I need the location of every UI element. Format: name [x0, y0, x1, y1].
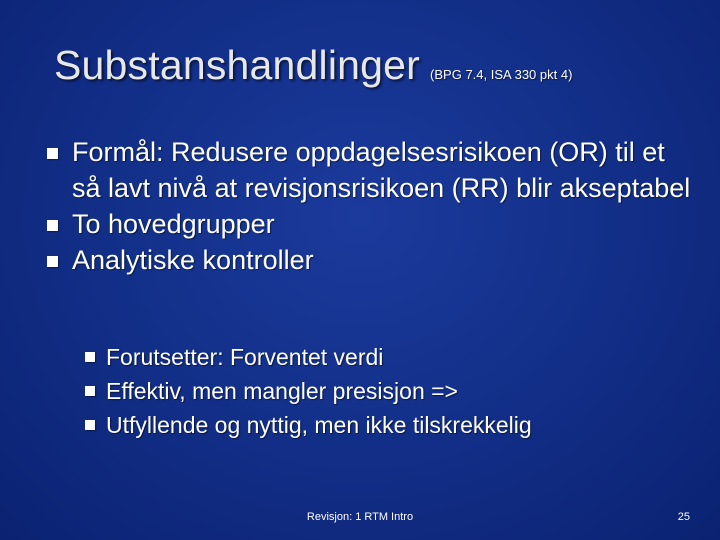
square-bullet-icon [85, 386, 95, 396]
sub-bullet-text: Utfyllende og nyttig, men ikke tilskrekkelig [106, 412, 532, 438]
bullet-list [44, 134, 694, 278]
sub-bullet-text: Forutsetter: Forventet verdi [106, 344, 384, 370]
sub-bullet-item [84, 340, 704, 374]
square-bullet-icon [85, 420, 95, 430]
square-bullet-icon [47, 148, 58, 159]
title-row [54, 42, 572, 89]
page-number: 25 [677, 511, 690, 523]
slide-title: Substanshandlinger [54, 42, 421, 88]
bullet-text: Analytiske kontroller [72, 245, 314, 275]
sub-bullet-item [84, 408, 704, 442]
bullet-item [44, 206, 694, 242]
slide-subtitle: (BPG 7.4, ISA 330 pkt 4) [430, 67, 573, 82]
sub-bullet-list [84, 340, 704, 442]
square-bullet-icon [47, 256, 58, 267]
sub-bullet-text: Effektiv, men mangler presisjon => [106, 378, 458, 404]
bullet-text: To hovedgrupper [72, 209, 275, 239]
square-bullet-icon [85, 352, 95, 362]
sub-bullet-item [84, 374, 704, 408]
bullet-item [44, 134, 694, 206]
square-bullet-icon [47, 220, 58, 231]
bullet-text: Formål: Redusere oppdagelsesrisikoen (OR) til et så lavt nivå at revisjonsrisikoen (RR) blir akseptabel [72, 137, 691, 203]
footer-text: Revisjon: 1 RTM Intro [306, 511, 414, 523]
bullet-item [44, 242, 694, 278]
